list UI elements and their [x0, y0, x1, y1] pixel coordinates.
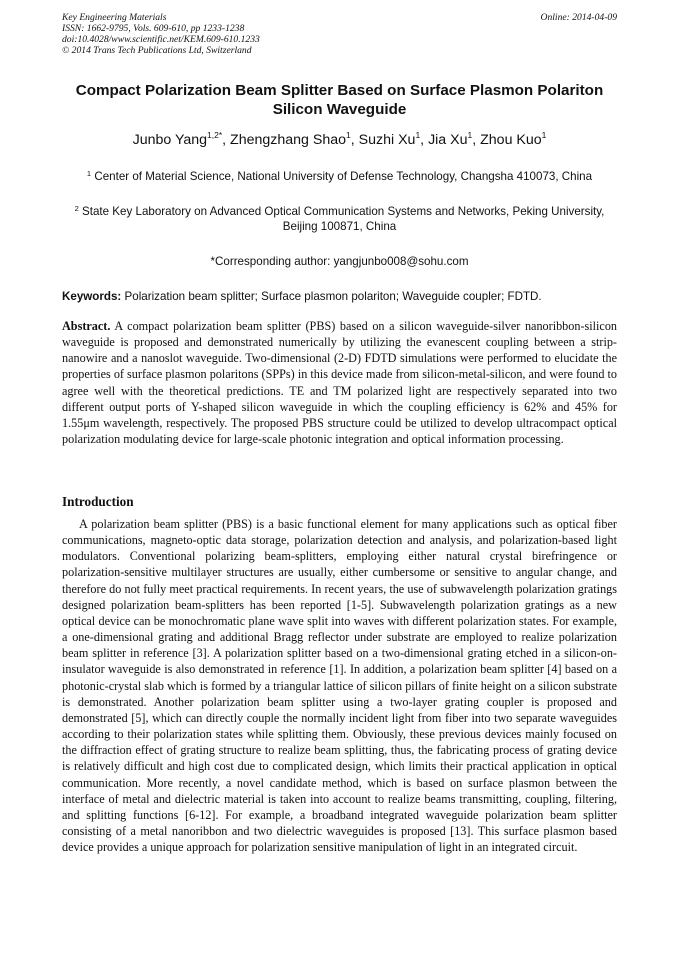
journal-name: Key Engineering Materials — [62, 12, 167, 23]
doi-line: doi:10.4028/www.scientific.net/KEM.609-610.1233 — [62, 34, 260, 45]
journal-header — [62, 12, 617, 56]
keywords — [62, 290, 617, 305]
affiliation-mark: 2 — [74, 204, 79, 213]
section-heading-introduction: Introduction — [62, 494, 134, 509]
keywords-text: Polarization beam splitter; Surface plasmon polariton; Waveguide coupler; FDTD. — [124, 290, 542, 303]
author: Suzhi Xu$^1$, — [358, 130, 429, 148]
abstract — [62, 318, 617, 447]
affiliation-1 — [62, 170, 617, 185]
author-list — [62, 131, 617, 149]
affiliation-mark: 1 — [86, 169, 92, 178]
affiliation-text: State Key Laboratory on Advanced Optical Communication Systems and Networks, Peking University, Beijing 100871, China — [82, 205, 605, 233]
abstract-text: A compact polarization beam splitter (PBS) based on a silicon waveguide-silver nanoribbon-silicon waveguide is proposed and demonstrated numerically by utilizing the evanescent coupling between a strip-nanowire and a nanoslot waveguide. Two-dimensional (2-D) FDTD simulations were performed to elucidate the properties of surface plasmon polaritons (SPPs) in this device made from silicon-metal-silicon, and were found to agree well with the theoretical predictions. TE and TM polarized light are respectively separated into two different output ports of Y-shaped silicon waveguide in which the coupling efficiency is 62% and 45% for 1.55μm wavelength, respectively. The proposed PBS structure could be utilized to develop ultracompact optical polarization modulating device for large-scale photonic integration and optical information processing. — [62, 319, 618, 447]
author: Zhou Kuo$^1$ — [480, 130, 547, 148]
affiliation-text: Center of Material Science, National University of Defense Technology, Changsha 410073, China — [94, 170, 593, 183]
author: Junbo Yang$^{1,2*}$, — [132, 130, 231, 148]
issn-line: ISSN: 1662-9795, Vols. 609-610, pp 1233-1238 — [62, 23, 245, 34]
copyright-line: © 2014 Trans Tech Publications Ltd, Switzerland — [62, 45, 252, 56]
abstract-label: Abstract. — [62, 319, 111, 333]
introduction-paragraph: A polarization beam splitter (PBS) is a basic functional element for many applications such as optical fiber communications, magneto-optic data storage, polarization detection and analysis, and polarization-based light modulators. Conventional polarizing beam-splitters, employing either natural crystal birefringence or polarization-sensitive multilayer structures are usually, either cumbersome or sensitive to angular change, and therefore do not fully meet practical requirements. In recent years, the use of subwavelength polarization gratings designed polarization beam-splitters has been reported [1-5]. Subwavelength polarization gratings as a new optical device can be monochromatic plane wave split into waves with different polarization states. For example, a one-dimensional grating and additional Bragg reflector under substrate are employed to realize polarization beam splitter in reference [3]. A polarization splitter based on a two-dimensional grating etched in a silicon-on-insulator waveguide is also demonstrated in reference [1]. In addition, a polarization beam splitter [4] based on a photonic-crystal slab which is formed by a triangular lattice of silicon pillars of finite height on a silicon substrate is demonstrated. Another polarization beam splitter using a two-layer grating coupler is proposed and demonstrated [5], which can directly couple the normally incident light from fiber into two separate waveguides according to their polarization states while splitting them. Obviously, these previous devices mainly focused on the diffraction effect of grating structure to realize beam splitting, thus, the fabricating process of grating device is relatively difficult and high cost due to complicated design, which limits their practical application in optical communication. More recently, a novel candidate method, which is based on surface plasmon between the interface of metal and dielectric material is taken into account to realize beams transmitting, coupling, filtering, and splitting functions [6-12]. For example, a broadband integrated waveguide polarization beam splitter consisting of a metal nanoribbon and two dielectric waveguides is proposed [13]. This surface plasmon based device provides a unique approach for polarization sensitive manipulation of light in an integrated circuit. — [62, 517, 617, 855]
author: Zhengzhang Shao$^1$, — [230, 130, 359, 148]
online-date: Online: 2014-04-09 — [540, 12, 617, 23]
paper-title: Compact Polarization Beam Splitter Based on Surface Plasmon Polariton Silicon Waveguide — [75, 82, 604, 118]
corresponding-author: *Corresponding author: yangjunbo008@sohu.com — [210, 255, 469, 268]
affiliation-2 — [62, 205, 617, 234]
author: Jia Xu$^1$, — [428, 130, 481, 148]
keywords-label: Keywords: — [62, 290, 122, 303]
